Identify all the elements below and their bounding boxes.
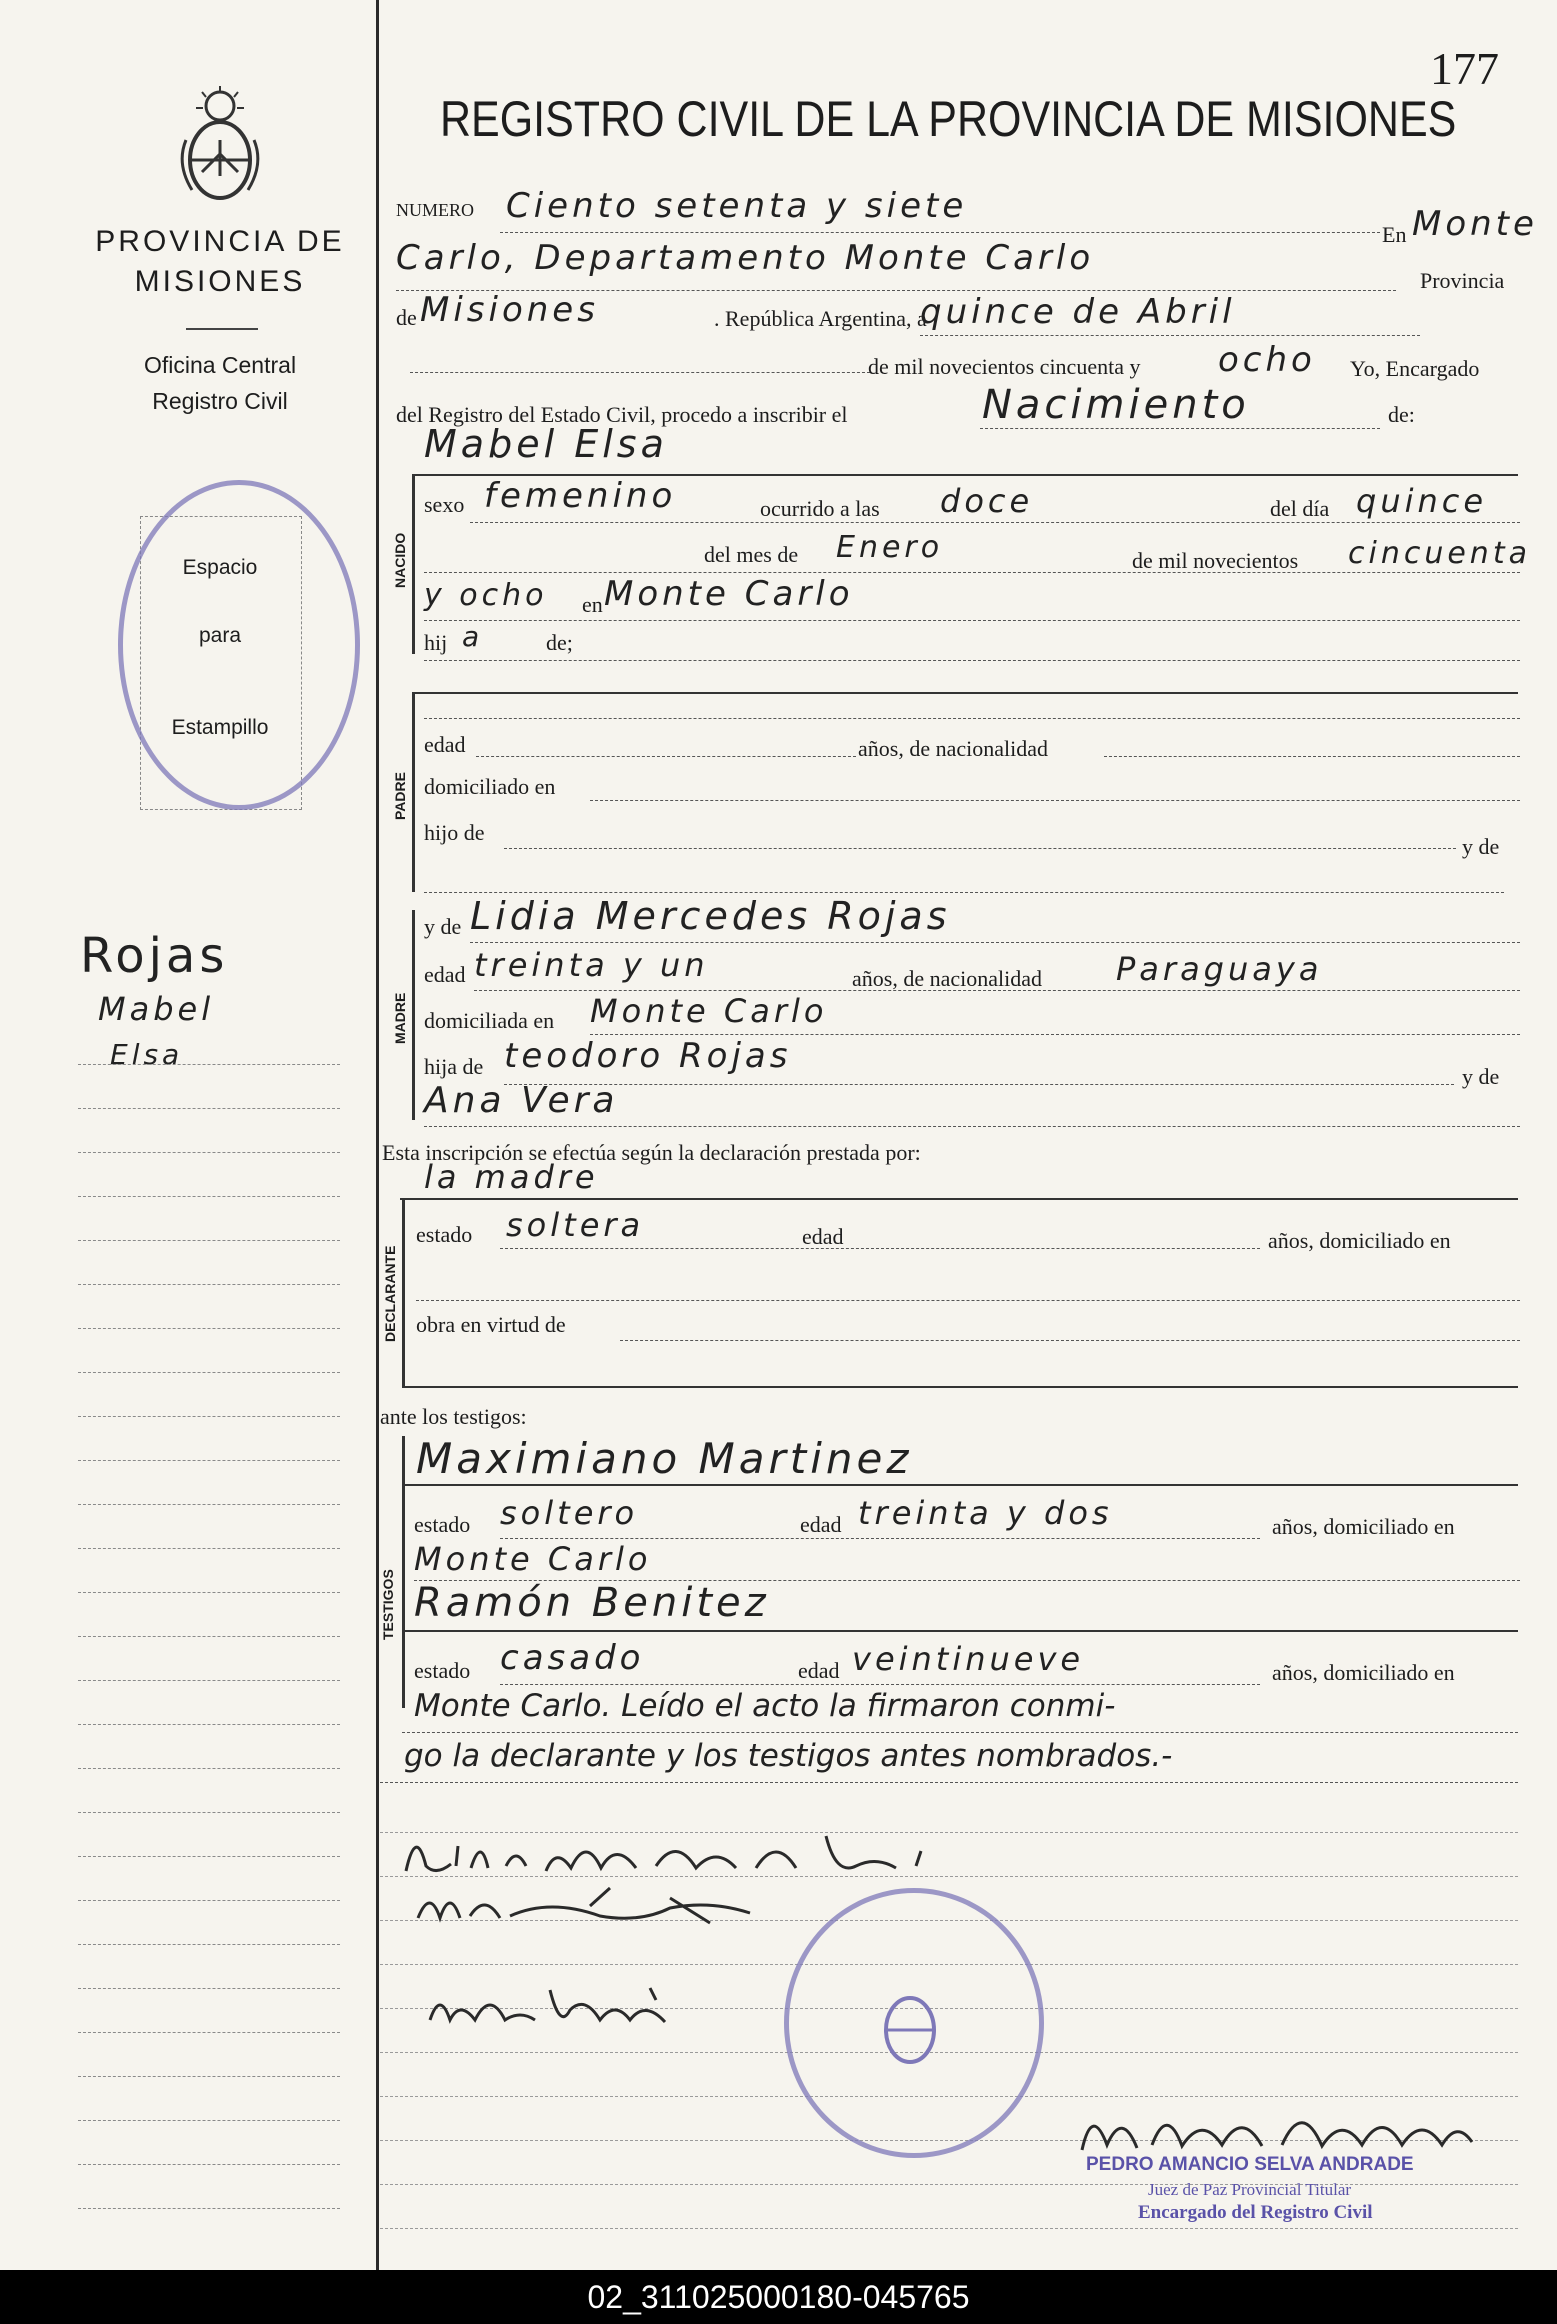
label-de2: de;	[546, 630, 573, 655]
label-padre-nac: años, de nacionalidad	[858, 736, 1048, 761]
label-provincia: Provincia	[1420, 268, 1505, 293]
label-t1-edad: edad	[800, 1512, 842, 1537]
rule-declarante-end	[402, 1386, 1518, 1388]
label-del-mes: del mes de	[704, 542, 799, 567]
header-rule	[186, 328, 258, 330]
margin-ruled-line	[78, 1460, 340, 1461]
official-name: PEDRO AMANCIO SELVA ANDRADE	[1086, 2154, 1414, 2175]
line-cierre1	[402, 1732, 1518, 1733]
margin-ruled-line	[78, 1416, 340, 1417]
label-t2-edad: edad	[798, 1658, 840, 1683]
line-padre-hijo	[504, 848, 1456, 849]
label-numero: NUMERO	[396, 200, 475, 220]
value-madre-nombre: Lidia Mercedes Rojas	[470, 894, 951, 938]
line-acto	[980, 428, 1380, 429]
value-hij: a	[462, 620, 484, 653]
line-madre-nombre	[470, 942, 1520, 943]
footer-id: 02_311025000180-045765	[0, 2270, 1557, 2324]
line-mes	[424, 572, 1520, 573]
vlabel-madre: MADRE	[392, 992, 408, 1044]
stamp-box-word-3: Estampillo	[171, 716, 269, 739]
label-del-registro: del Registro del Estado Civil, procedo a inscribir el	[396, 402, 848, 427]
label-del-dia: del día	[1270, 496, 1330, 521]
margin-ruled-line	[78, 2164, 340, 2165]
value-t1-edad: treinta y dos	[858, 1494, 1113, 1532]
margin-ruled-line	[78, 1724, 340, 1725]
line-madre-dom	[590, 1034, 1520, 1035]
line-numero	[500, 232, 1380, 233]
value-hora: doce	[940, 482, 1034, 520]
signature-benitez	[420, 1970, 700, 2040]
label-decl-estado: estado	[416, 1222, 473, 1247]
label-t2-dom: años, domiciliado en	[1272, 1660, 1455, 1685]
label-obra: obra en virtud de	[416, 1312, 566, 1337]
margin-ruled-line	[78, 2076, 340, 2077]
margin-note-name1: Mabel	[98, 990, 215, 1028]
value-sexo: femenino	[484, 476, 677, 516]
margin-ruled-line	[78, 1240, 340, 1241]
margin-ruled-line	[78, 2120, 340, 2121]
label-padre-dom: domiciliado en	[424, 774, 556, 799]
value-madre-madre: Ana Vera	[424, 1080, 619, 1121]
margin-note-name2: Elsa	[110, 1038, 184, 1071]
label-madre-y-de: y de	[1462, 1064, 1500, 1089]
value-provincia: Misiones	[420, 290, 599, 330]
stamp-box-word-1: Espacio	[182, 556, 258, 579]
page-number: 177	[1430, 43, 1499, 94]
label-decl-edad: edad	[802, 1224, 844, 1249]
label-padre-y-de: y de	[1462, 834, 1500, 859]
margin-ruled-line	[78, 1196, 340, 1197]
label-yo-encargado: Yo, Encargado	[1350, 356, 1480, 381]
label-y-de: y de	[424, 914, 462, 939]
margin-ruled-line	[78, 2208, 340, 2209]
line-madre-hija	[504, 1084, 1454, 1085]
value-lugar: Carlo, Departamento Monte Carlo	[396, 238, 1095, 278]
stamp-emblem-icon	[870, 1990, 950, 2070]
nacido-bracket	[412, 474, 415, 654]
value-declarante: la madre	[424, 1158, 599, 1196]
margin-note-surname: Rojas	[80, 928, 229, 984]
value-anio2: cincuenta	[1348, 536, 1531, 571]
line-blank-date	[410, 372, 870, 373]
line-padre-edad	[476, 756, 856, 757]
value-t1-estado: soltero	[500, 1494, 639, 1532]
value-madre-dom: Monte Carlo	[590, 992, 828, 1030]
label-de: de	[396, 305, 417, 330]
margin-ruled-line	[78, 1284, 340, 1285]
label-en2: en	[582, 592, 603, 617]
margin-ruled-line	[78, 1768, 340, 1769]
label-madre-nac: años, de nacionalidad	[852, 966, 1042, 991]
value-t2-estado: casado	[500, 1638, 645, 1678]
signature-martinez	[410, 1878, 830, 1938]
line-fecha	[920, 335, 1420, 336]
vlabel-declarante: DECLARANTE	[382, 1245, 398, 1342]
province-title: PROVINCIA DE MISIONES	[95, 225, 345, 298]
padre-bracket	[412, 692, 415, 892]
margin-ruled-line	[78, 2032, 340, 2033]
label-madre-edad: edad	[424, 962, 466, 987]
rule-nacido-end	[412, 692, 1518, 694]
label-de-mil: de mil novecientos cincuenta y	[868, 354, 1141, 379]
margin-ruled-line	[78, 1064, 340, 1065]
line-padre-dom	[590, 800, 1520, 801]
signature-lilia	[396, 1816, 996, 1886]
label-en: En	[1382, 222, 1407, 247]
margin-ruled-line	[78, 1592, 340, 1593]
label-de-colon: de:	[1388, 402, 1415, 427]
signature-ruled-line	[380, 2228, 1518, 2229]
rule-testigo1	[402, 1484, 1518, 1486]
line-t1-estado	[500, 1538, 1260, 1539]
line-cierre2	[380, 1782, 1518, 1783]
value-anio: ocho	[1218, 340, 1316, 380]
label-t2-estado: estado	[414, 1658, 471, 1683]
value-nombre: Mabel Elsa	[424, 422, 668, 466]
value-testigo2: Ramón Benitez	[414, 1580, 770, 1626]
rule-declarante	[400, 1198, 1518, 1200]
label-sexo: sexo	[424, 492, 465, 517]
margin-ruled-line	[78, 1152, 340, 1153]
line-padre-name	[424, 718, 1520, 719]
line-obra	[620, 1340, 1520, 1341]
line-hij	[424, 660, 1520, 661]
margin-ruled-line	[78, 1328, 340, 1329]
value-mes: Enero	[836, 530, 944, 565]
line-t2-estado	[500, 1684, 1260, 1685]
value-anio2b: y ocho	[424, 578, 548, 613]
value-testigo1: Maximiano Martinez	[416, 1434, 913, 1483]
line-sexo	[470, 522, 1520, 523]
value-t1-dom: Monte Carlo	[414, 1540, 652, 1578]
value-dia: quince	[1356, 482, 1488, 520]
official-title-2: Encargado del Registro Civil	[1138, 2202, 1373, 2223]
line-padre-nac	[1104, 756, 1520, 757]
margin-ruled-line	[78, 1856, 340, 1857]
label-madre-dom: domiciliada en	[424, 1008, 555, 1033]
label-ocurrido: ocurrido a las	[760, 496, 880, 521]
label-madre-hija: hija de	[424, 1054, 484, 1079]
line-decl-2	[416, 1300, 1520, 1301]
label-testigos: ante los testigos:	[380, 1404, 527, 1429]
testigos-bracket	[402, 1436, 405, 1708]
value-t2-edad: veintinueve	[852, 1640, 1085, 1678]
closing-line-2: go la declarante y los testigos antes nombrados.-	[404, 1738, 1173, 1774]
value-lugar-nac: Monte Carlo	[604, 574, 854, 614]
vlabel-nacido: NACIDO	[392, 532, 408, 588]
madre-bracket	[412, 910, 415, 1120]
value-numero: Ciento setenta y siete	[506, 186, 968, 226]
line-madre-end	[424, 1126, 1520, 1127]
office-line1: Oficina Central	[143, 352, 297, 378]
margin-divider	[376, 0, 379, 2270]
line-madre-edad	[474, 990, 1520, 991]
registry-title: REGISTRO CIVIL DE LA PROVINCIA DE MISIONES	[440, 91, 1457, 147]
value-acto: Nacimiento	[982, 382, 1250, 428]
margin-ruled-line	[78, 1944, 340, 1945]
value-madre-padre: teodoro Rojas	[504, 1036, 792, 1076]
value-madre-nac: Paraguaya	[1116, 950, 1323, 988]
stamp-box-word-2: para	[198, 624, 242, 647]
value-decl-estado: soltera	[506, 1206, 645, 1244]
label-t1-estado: estado	[414, 1512, 471, 1537]
margin-ruled-line	[78, 1680, 340, 1681]
line-padre-end	[424, 892, 1504, 893]
vlabel-padre: PADRE	[392, 772, 408, 820]
line-decl-estado	[500, 1248, 1260, 1249]
margin-ruled-line	[78, 1108, 340, 1109]
label-de-mil2: de mil novecientos	[1132, 548, 1299, 573]
office-line2: Registro Civil	[152, 388, 288, 414]
margin-ruled-line	[78, 1372, 340, 1373]
label-padre-edad: edad	[424, 732, 466, 757]
label-decl-dom: años, domiciliado en	[1268, 1228, 1451, 1253]
margin-ruled-line	[78, 1900, 340, 1901]
declarante-bracket	[402, 1198, 405, 1386]
margin-ruled-line	[78, 1812, 340, 1813]
label-t1-dom: años, domiciliado en	[1272, 1514, 1455, 1539]
official-title-1: Juez de Paz Provincial Titular	[1148, 2180, 1352, 2199]
margin-ruled-line	[78, 1636, 340, 1637]
value-en: Monte	[1412, 204, 1538, 244]
label-republica: . República Argentina, a	[714, 306, 927, 331]
coat-of-arms-icon	[172, 84, 268, 204]
label-declaracion: Esta inscripción se efectúa según la declaración prestada por:	[382, 1140, 921, 1165]
value-fecha: quince de Abril	[920, 292, 1236, 332]
label-padre-hijo: hijo de	[424, 820, 485, 845]
margin-ruled-line	[78, 1504, 340, 1505]
margin-ruled-line	[78, 1988, 340, 1989]
closing-line-1: Monte Carlo. Leído el acto la firmaron conmi-	[414, 1688, 1116, 1724]
vlabel-testigos: TESTIGOS	[380, 1569, 396, 1640]
value-madre-edad: treinta y un	[474, 946, 709, 984]
rule-testigo2	[402, 1630, 1518, 1632]
margin-ruled-line	[78, 1548, 340, 1549]
line-lugar-nac	[424, 620, 1520, 621]
label-hij: hij	[424, 630, 448, 655]
